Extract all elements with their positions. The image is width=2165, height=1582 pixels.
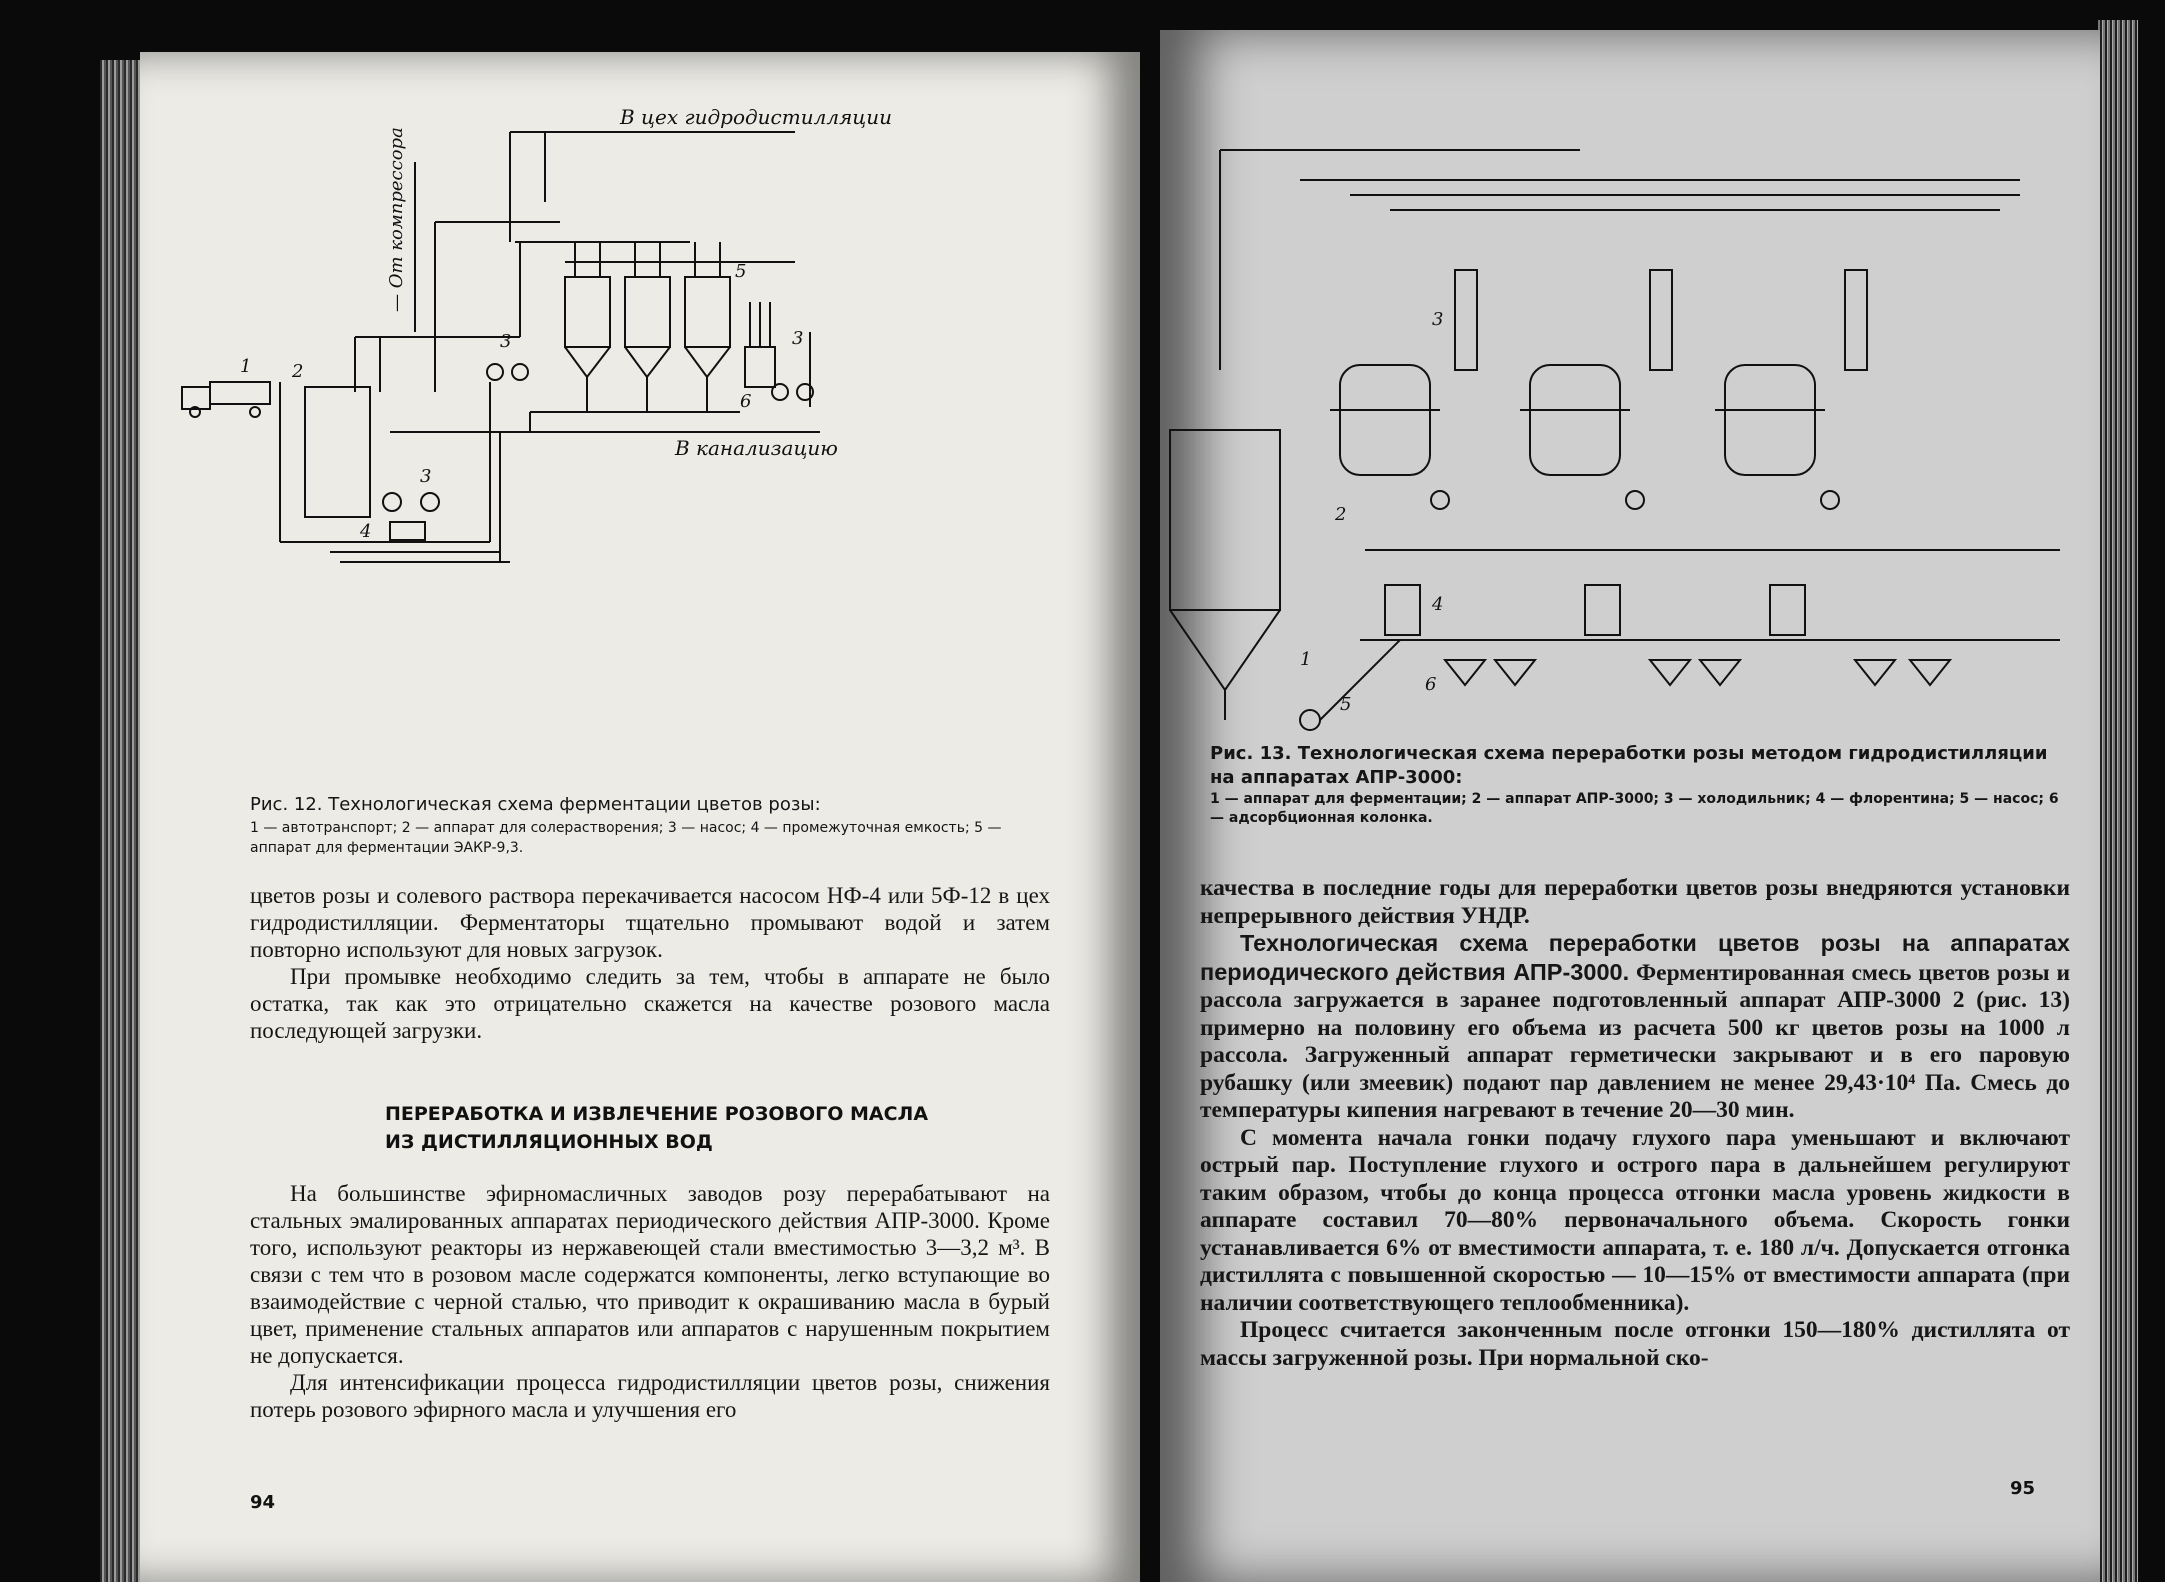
fig12-label-top: В цех гидродистилляции [620,105,893,129]
left-paragraph-1: цветов розы и солевого раствора перекачивается насосом НФ-4 или 5Ф-12 в цех гидродистилляции. Ферментаторы тщательно промывают водой и затем повторно используют для новых загрузок. [250,883,1050,962]
fig13-num-1: 1 [1300,649,1312,670]
left-page [140,52,1140,1582]
section-heading [385,1100,985,1156]
right-page-number: 95 [2010,1478,2036,1499]
left-page-number: 94 [250,1492,276,1513]
right-paragraph-2-lead: Технологическая схема переработки цветов розы на аппаратах периодического действия АПР-3000. [1200,930,2070,985]
fig13-num-3: 3 [1432,309,1444,330]
fig12-diagram [180,82,893,562]
fig12-label-vertical: — От компрессора [386,127,407,312]
book-edge-right [2098,20,2138,1582]
fig12-svg [180,82,893,562]
right-paragraph-1: качества в последние годы для переработки цветов розы внедряются установки непрерывного действия УНДР. [1200,875,2070,929]
right-paragraph-2-rest: Ферментированная смесь цветов розы и рассола загружается в заранее подготовленный аппарат АПР-3000 2 (рис. 13) примерно на половину его объема из расчета 500 кг цветов розы на 1000 л рассола. Загруженный аппарат герметически закрывают и в его паровую рубашку (или змеевик) подают пар давлением не менее 29,43·10⁴ Па. Смесь до температуры кипения нагревают в течение 20—30 мин. [1200,959,2071,1123]
right-paragraph-4: Процесс считается законченным после отгонки 150—180% дистиллята от массы загруженной розы. При нормальной ско- [1200,1317,2070,1371]
left-paragraph-4: Для интенсификации процесса гидродистилляции цветов розы, снижения потерь розового эфирного масла и улучшения его [250,1370,1050,1422]
fig12-caption-legend: 1 — автотранспорт; 2 — аппарат для солерастворения; 3 — насос; 4 — промежуточная емкость; 5 — аппарат для ферментации ЭАКР-9,3. [250,820,1002,856]
fig13-caption [1210,742,2070,828]
fig13-num-6: 6 [1425,674,1437,695]
right-body [1200,875,2070,1372]
fig12-num-6: 6 [740,391,752,412]
fig12-num-4: 4 [360,521,372,542]
section-heading-line-2: ИЗ ДИСТИЛЛЯЦИОННЫХ ВОД [385,1131,713,1153]
fig12-num-2: 2 [292,361,304,382]
fig12-num-1: 1 [240,356,252,377]
left-body-top [250,882,1050,1044]
fig13-num-2: 2 [1335,504,1347,525]
left-paragraph-2: При промывке необходимо следить за тем, чтобы в аппарате не было остатка, так как это отрицательно скажется на качестве розового масла последующей загрузки. [250,964,1050,1043]
fig13-caption-title: Рис. 13. Технологическая схема переработки розы методом гидродистилляции на аппаратах АПР-3000: [1210,743,2048,788]
right-paragraph-2 [1200,930,2070,1125]
fig12-num-5: 5 [735,261,747,282]
fig12-caption-title: Рис. 12. Технологическая схема ферментации цветов розы: [250,794,821,815]
fig13-num-5: 5 [1340,694,1352,715]
left-body-bottom [250,1180,1050,1423]
section-heading-line-1: ПЕРЕРАБОТКА И ИЗВЛЕЧЕНИЕ РОЗОВОГО МАСЛА [385,1103,929,1125]
fig13-caption-legend: 1 — аппарат для ферментации; 2 — аппарат АПР-3000; 3 — холодильник; 4 — флорентина; 5 — насос; 6 — адсорбционная колонка. [1210,791,2059,826]
book-edge-left [100,60,142,1582]
fig12-num-3b: 3 [420,466,432,487]
fig13-diagram [1200,140,2060,720]
right-page [1160,30,2100,1582]
fig13-svg [1200,140,2060,720]
fig12-num-3a: 3 [500,331,512,352]
fig13-num-4: 4 [1432,594,1444,615]
fig12-caption [250,792,1050,858]
fig12-label-bottom: В канализацию [675,436,838,460]
fig12-num-3c: 3 [792,328,804,349]
right-paragraph-3: С момента начала гонки подачу глухого пара уменьшают и включают острый пар. Поступление глухого и острого пара в дальнейшем регулируют таким образом, чтобы до конца процесса отгонки масла уровень жидкости в аппарате составил 70—80% первоначального объема. Скорость гонки устанавливается 6% от вместимости аппарата, т. е. 180 л/ч. Допускается отгонка дистиллята с повышенной скоростью — 10—15% от вместимости аппарата (при наличии соответствующего теплообменника). [1200,1124,2070,1316]
left-paragraph-3: На большинстве эфирномасличных заводов розу перерабатывают на стальных эмалированных аппаратах периодического действия АПР-3000. Кроме того, используют реакторы из нержавеющей стали вместимостью 3—3,2 м³. В связи с тем что в розовом масле содержатся компоненты, легко вступающие во взаимодействие с черной сталью, что приводит к окрашиванию масла в бурый цвет, применение стальных аппаратов или аппаратов с нарушенным покрытием не допускается. [250,1181,1050,1368]
